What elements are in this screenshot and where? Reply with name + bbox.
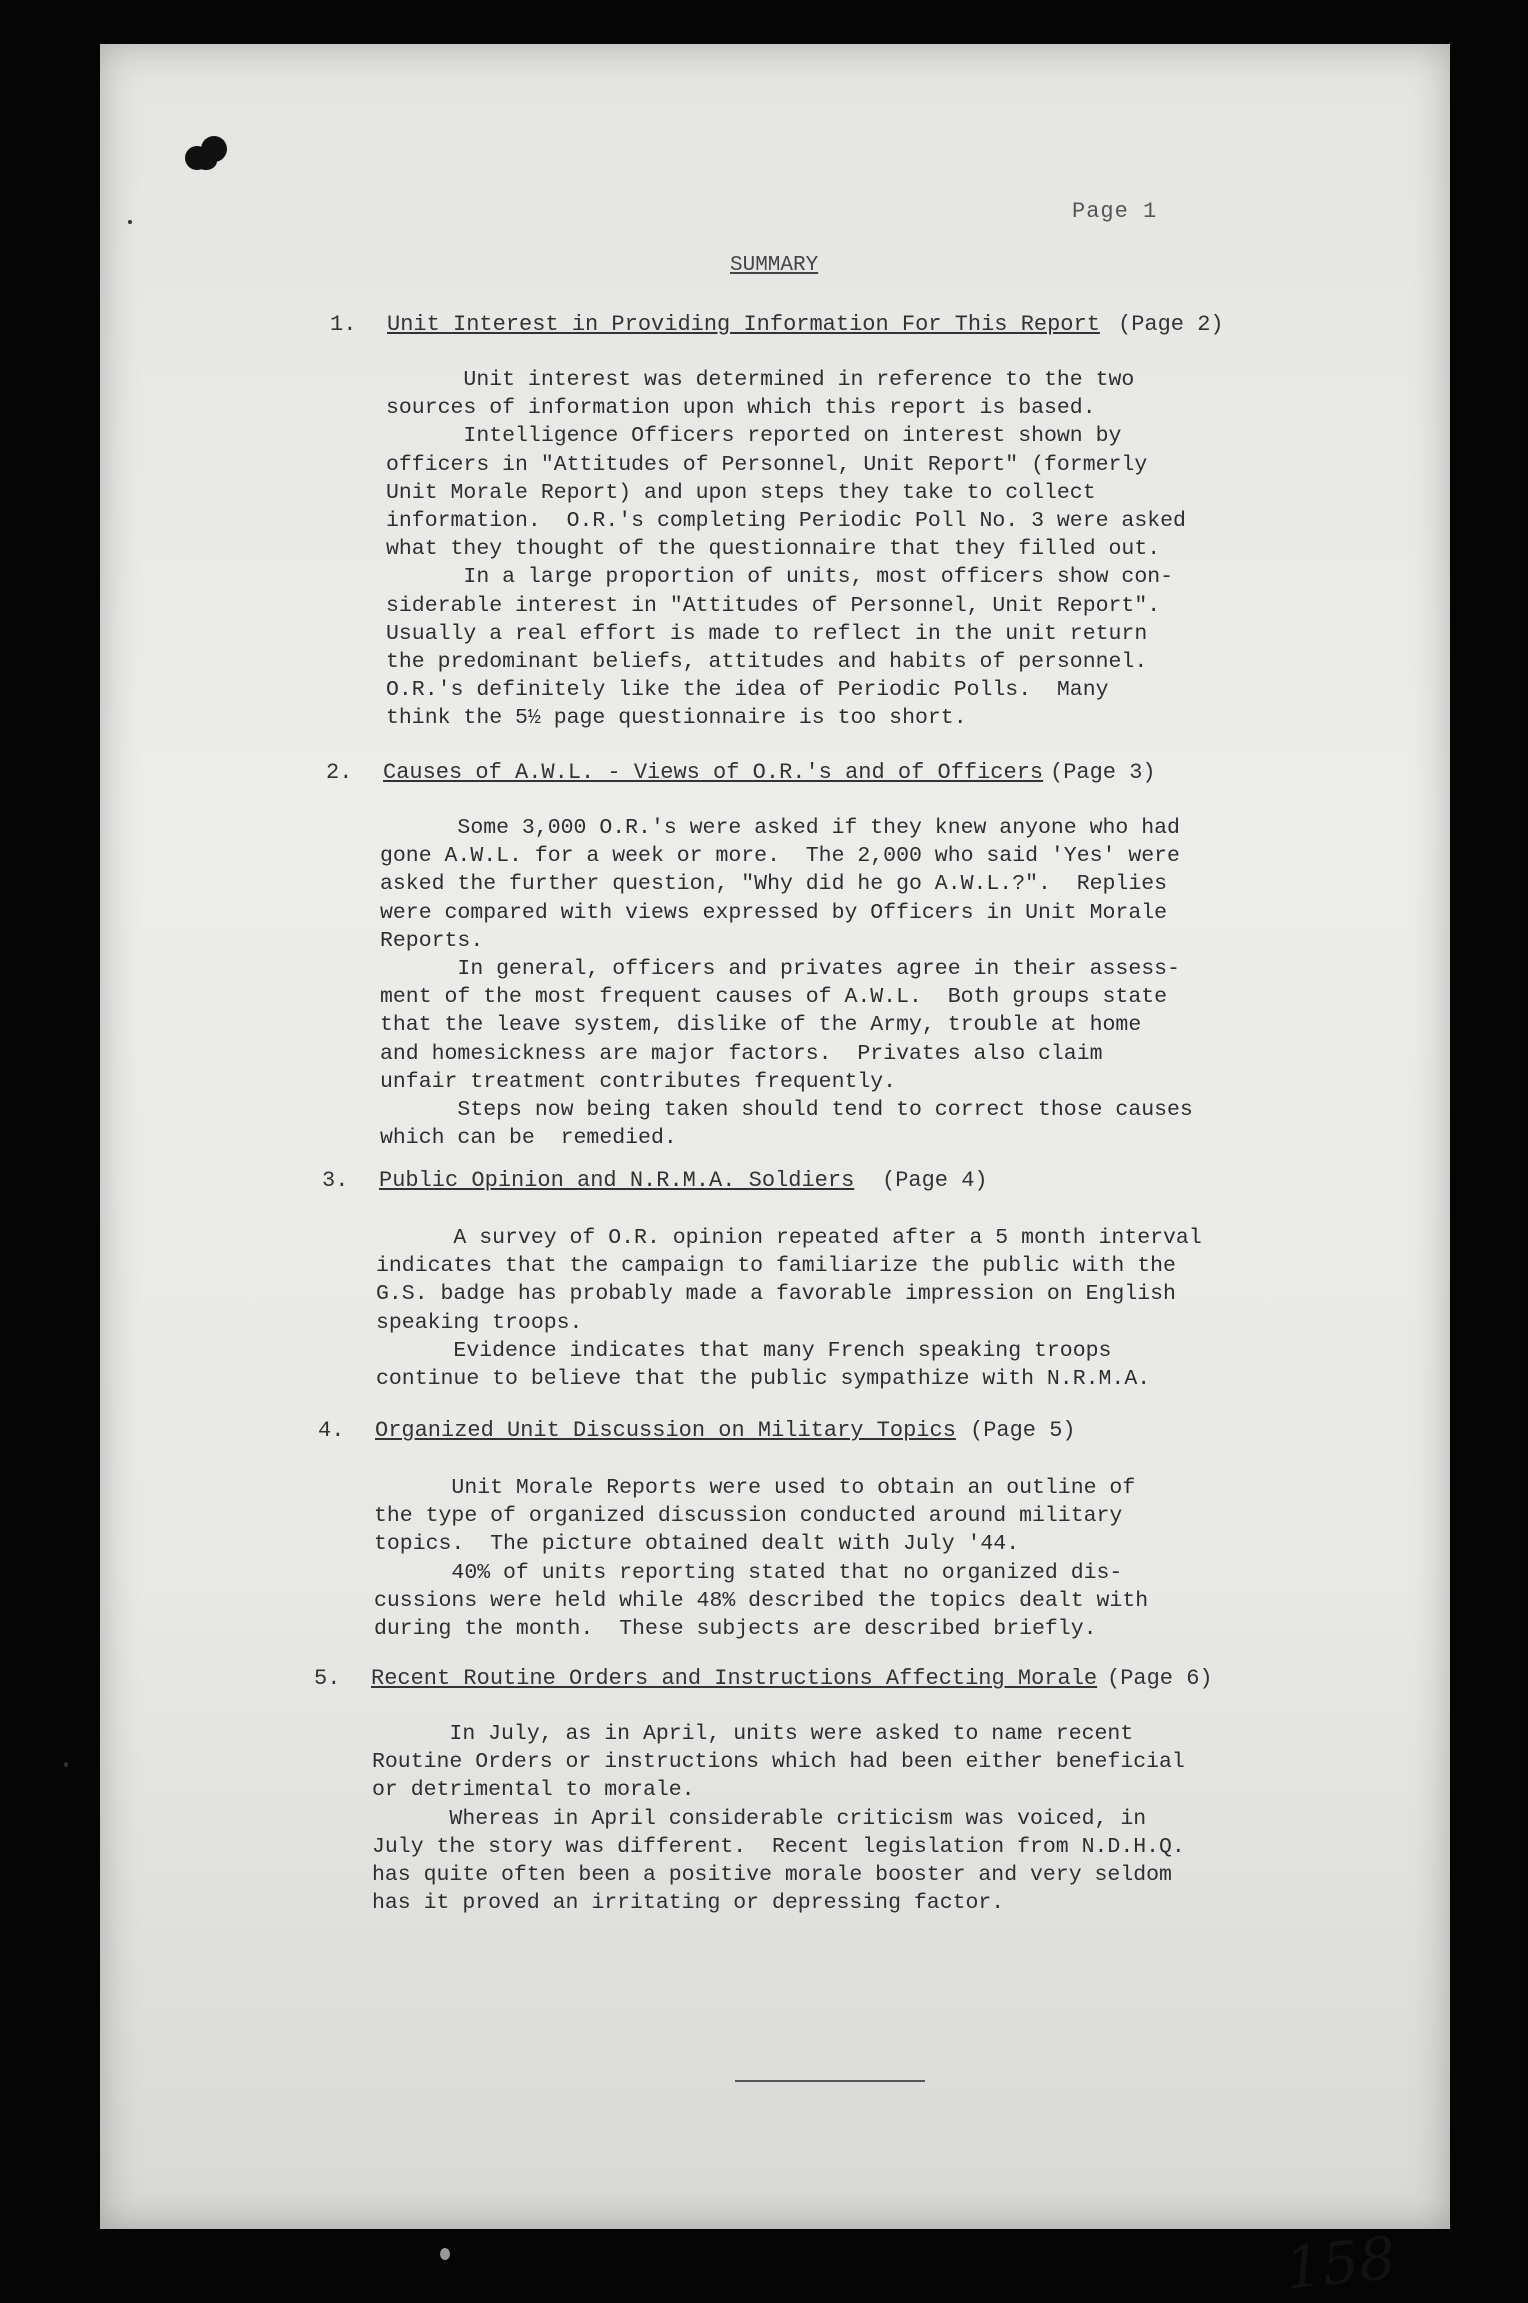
summary-heading: SUMMARY <box>730 254 819 277</box>
section-number: 5. <box>314 1666 341 1691</box>
scan-speck <box>440 2248 450 2260</box>
section-number: 2. <box>326 760 353 785</box>
section-number: 1. <box>330 312 357 337</box>
section-2-body: Some 3,000 O.R.'s were asked if they knew anyone who had gone A.W.L. for a week or more. The 2,000 who said 'Yes' were asked the further question, "Why did he go A.W.L.?". Replies were compared with views expressed by Officers in Unit Morale Reports. In general, officers and privates agree in their assess- ment of the most frequent causes of A.W.L. Both groups state that the leave system, dislike of the Army, trouble at home and homesickness are major factors. Privates also claim unfair treatment contributes frequently. Steps now being taken should tend to correct those causes which can be remedied. <box>380 816 1193 1151</box>
closing-rule <box>735 2080 925 2082</box>
page-reference: (Page 3) <box>1050 760 1156 785</box>
section-4-body: Unit Morale Reports were used to obtain an outline of the type of organized discussion conducted around military topics. The picture obtained dealt with July '44. 40% of units reporting stated that no organized dis- cussions were held while 48% described the topics dealt with during the month. These subjects are described briefly. <box>374 1476 1149 1642</box>
punch-hole-mark <box>185 136 231 172</box>
section-1-body: Unit interest was determined in reference to the two sources of information upon which this report is based. Intelligence Officers reported on interest shown by officers in "Attitudes of Personnel, Unit Report" (formerly Unit Morale Report) and upon steps they take to collect information. O.R.'s completing Periodic Poll No. 3 were asked what they thought of the questionnaire that they filled out. In a large proportion of units, most officers show con- siderable interest in "Attitudes of Personnel, Unit Report". Usually a real effort is made to reflect in the unit return the predominant beliefs, attitudes and habits of personnel. O.R.'s definitely like the idea of Periodic Polls. Many think the 5½ page questionnaire is too short. <box>386 368 1186 731</box>
page-number: Page 1 <box>1072 199 1158 224</box>
section-title: Recent Routine Orders and Instructions Affecting Morale <box>371 1666 1098 1691</box>
section-number: 4. <box>318 1418 345 1443</box>
page-reference: (Page 6) <box>1107 1666 1213 1691</box>
section-3-body: A survey of O.R. opinion repeated after a 5 month interval indicates that the campaign to familiarize the public with the G.S. badge has probably made a favorable impression on English speaking troops. Evidence indicates that many French speaking troops continue to believe that the public sympathize with N.R.M.A. <box>376 1226 1202 1392</box>
section-title: Public Opinion and N.R.M.A. Soldiers <box>379 1168 855 1193</box>
page-reference: (Page 4) <box>882 1168 988 1193</box>
document-page <box>100 44 1450 2303</box>
page-reference: (Page 5) <box>970 1418 1076 1443</box>
scan-speck <box>128 220 132 224</box>
section-title: Unit Interest in Providing Information For This Report <box>387 312 1100 337</box>
handwritten-page-number: 158 <box>1281 2223 1399 2303</box>
scan-speck <box>64 1762 68 1767</box>
section-title: Causes of A.W.L. - Views of O.R.'s and of Officers <box>383 760 1044 785</box>
section-5-body: In July, as in April, units were asked to name recent Routine Orders or instructions which had been either beneficial or detrimental to morale. Whereas in April considerable criticism was voiced, in July the story was different. Recent legislation from N.D.H.Q. has quite often been a positive morale booster and very seldom has it proved an irritating or depressing factor. <box>372 1722 1185 1916</box>
section-title: Organized Unit Discussion on Military Topics <box>375 1418 956 1443</box>
page-reference: (Page 2) <box>1118 312 1224 337</box>
section-number: 3. <box>322 1168 349 1193</box>
